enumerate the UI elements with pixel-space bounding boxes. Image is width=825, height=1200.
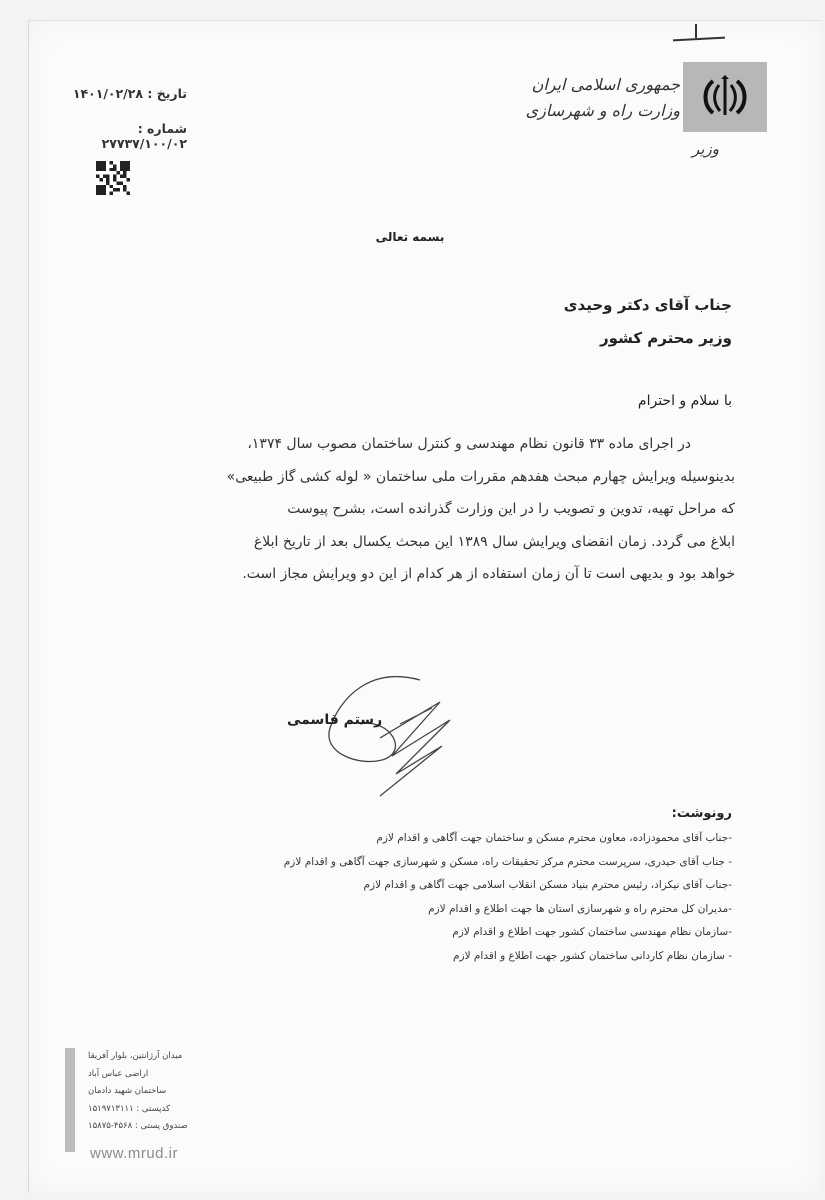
footer-gray-bar	[65, 1048, 75, 1152]
recipient-title: وزیر محترم کشور	[600, 329, 732, 347]
recipient-name: جناب آقای دکتر وحیدی	[563, 296, 732, 314]
cc-title: رونوشت:	[671, 806, 732, 821]
number-line	[52, 121, 187, 151]
date-line	[52, 86, 187, 101]
cc-item: -مدیران کل محترم راه و شهرسازی استان ها جهت اطلاع و اقدام لازم	[428, 902, 732, 915]
minister-label: وزیر	[692, 140, 719, 158]
number-value: ۲۷۷۳۷/۱۰۰/۰۲	[101, 136, 187, 151]
body-line-3: که مراحل تهیه، تدوین و تصویب را در این وزارت گذرانده است، بشرح پیوست	[287, 501, 735, 517]
emblem-icon	[699, 71, 751, 123]
date-label: تاریخ :	[147, 86, 187, 101]
body-line-1: در اجرای ماده ۳۳ قانون نظام مهندسی و کنترل ساختمان مصوب سال ۱۳۷۴،	[247, 436, 691, 452]
letter-body	[178, 428, 735, 591]
number-label: شماره :	[137, 121, 187, 136]
cc-item: -سازمان نظام مهندسی ساختمان کشور جهت اطلاع و اقدام لازم	[452, 926, 732, 938]
cc-item: - سازمان نظام کاردانی ساختمان کشور جهت اطلاع و اقدام لازم	[453, 949, 732, 962]
footer-website: www.mrud.ir	[90, 1145, 179, 1162]
body-line-2: بدینوسیله ویرایش چهارم مبحث هفدهم مقررات ملی ساختمان « لوله کشی گاز طبیعی»	[226, 468, 735, 485]
ministry-line-country: جمهوری اسلامی ایران	[531, 75, 680, 94]
footer-address-line: اراضی عباس آباد	[88, 1068, 149, 1079]
corner-pen-mark-tick	[695, 24, 697, 38]
bismillah-heading: بسمه تعالی	[375, 230, 445, 244]
qr-code-icon	[96, 161, 130, 195]
cc-item: - جناب آقای حیدری، سرپرست محترم مرکز تحقیقات راه، مسکن و شهرسازی جهت آگاهی و اقدام لازم	[283, 855, 732, 868]
footer-postal-code: کدپستی : ۱۵۱۹۷۱۳۱۱۱	[88, 1103, 171, 1114]
footer-address-line: میدان آرژانتین، بلوار آفریقا	[88, 1051, 183, 1061]
ministry-line-name: وزارت راه و شهرسازی	[525, 101, 680, 120]
cc-item: -جناب آقای محمودزاده، معاون محترم مسکن و ساختمان جهت آگاهی و اقدام لازم	[376, 832, 732, 844]
ministry-header	[526, 72, 680, 124]
footer-po-box: صندوق پستی : ۴۵۶۸-۱۵۸۷۵	[88, 1121, 188, 1131]
handwritten-signature	[300, 668, 460, 798]
body-line-4: ابلاغ می گردد. زمان انقضای ویرایش سال ۱۳۸۹ این مبحث یکسال بعد از تاریخ ابلاغ	[253, 533, 735, 550]
footer-address-line: ساختمان شهید دادمان	[88, 1086, 167, 1096]
greeting: با سلام و احترام	[637, 393, 732, 409]
body-line-5: خواهد بود و بدیهی است تا آن زمان استفاده از هر کدام از این دو ویرایش مجاز است.	[242, 566, 735, 582]
signatory-name: رستم قاسمی	[287, 712, 383, 728]
cc-item: -جناب آقای نیکزاد، رئیس محترم بنیاد مسکن انقلاب اسلامی جهت آگاهی و اقدام لازم	[363, 879, 732, 891]
date-value: ۱۴۰۱/۰۲/۲۸	[72, 86, 143, 101]
iran-emblem-logo	[683, 62, 767, 132]
cc-list	[284, 827, 732, 968]
letter-sheet	[28, 20, 821, 1193]
footer-address	[88, 1048, 188, 1136]
